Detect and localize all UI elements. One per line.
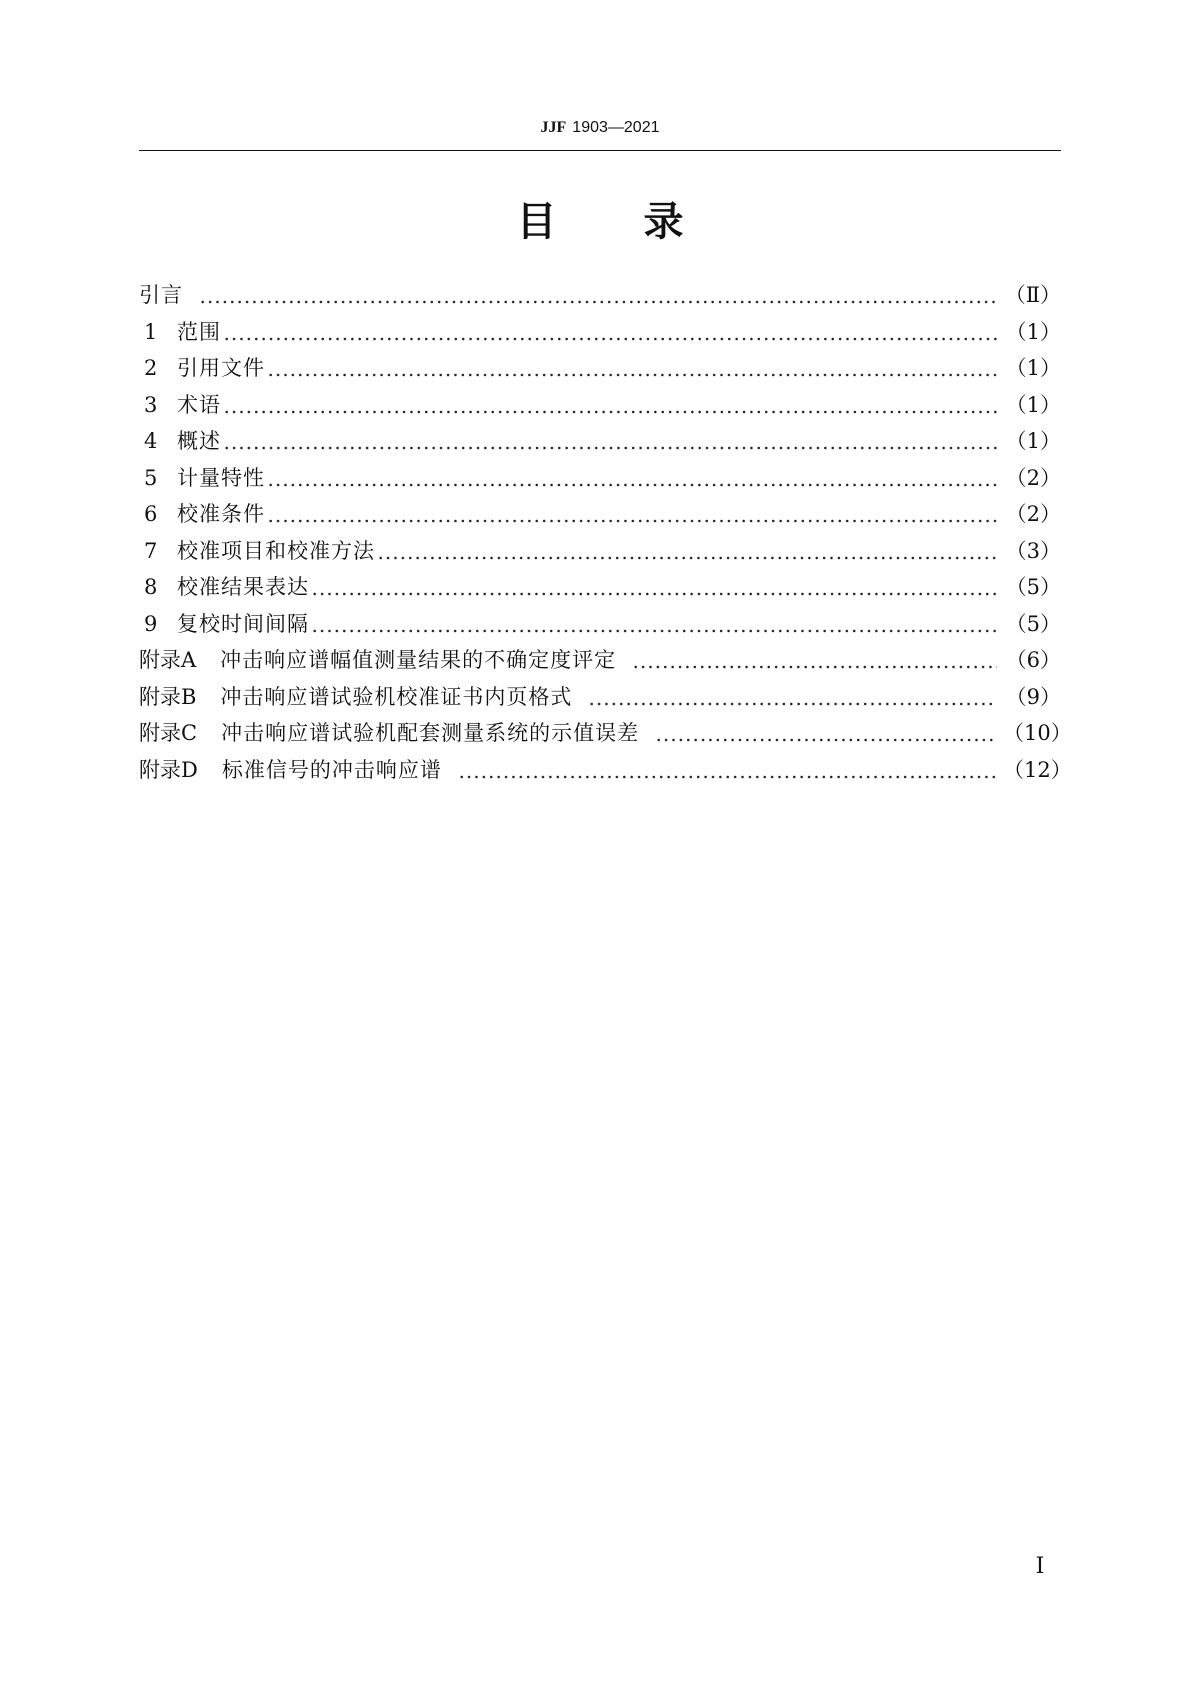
toc-entry-page: （6） [1005,648,1061,672]
toc-entry-number: 1 [144,319,158,344]
dot-leader [267,350,997,387]
document-code-header [139,118,1061,138]
toc-entry[interactable] [139,387,1061,424]
toc-entry-title: 冲击响应谱幅值测量结果的不确定度评定 [220,648,617,672]
toc-entry[interactable] [139,752,1072,789]
toc-entry-page: （1） [1005,392,1061,417]
toc-entry[interactable] [139,496,1061,533]
toc-entry-number: 附录B [139,684,197,709]
toc-entry-number: 附录A [139,648,197,672]
toc-entry[interactable] [139,606,1061,643]
toc-entry-page: （12） [1003,757,1072,782]
toc-entry[interactable] [139,460,1061,497]
toc-entry-number: 6 [144,502,158,526]
toc-entry-title: 术语 [177,392,221,417]
dot-leader [458,752,997,789]
toc-entry-title: 范围 [177,319,221,344]
toc-entry-page: （Ⅱ） [1004,283,1061,307]
toc-entry[interactable] [139,533,1061,570]
toc-entry-page: （5） [1005,575,1061,599]
toc-entry-page: （10） [1003,721,1072,745]
dot-leader [377,533,997,570]
dot-leader [632,642,997,679]
toc-entry-number: 3 [144,392,158,417]
toc-entry-number: 8 [144,575,158,599]
toc-entry-number: 5 [144,465,158,490]
toc-entry-page: （1） [1005,356,1061,380]
document-code-prefix: JJF [540,119,567,136]
toc-entry-title: 引用文件 [177,356,265,380]
toc-entry[interactable] [139,679,1061,716]
dot-leader [223,314,997,351]
toc-entry-title: 校准项目和校准方法 [177,538,375,563]
toc-entry-title: 计量特性 [177,465,265,490]
toc-entry-number: 7 [144,538,158,563]
toc-entry-number: 附录D [139,757,198,782]
dot-leader [311,606,997,643]
dot-leader [267,496,997,533]
toc-entry-title: 校准结果表达 [177,575,309,599]
document-code-number: 1903—2021 [572,119,660,136]
toc-entry-number: 2 [144,356,158,380]
page-number: Ⅰ [1035,1554,1045,1579]
toc-entry-number: 9 [144,611,158,636]
header-divider [139,150,1061,151]
toc-entry-number: 附录C [139,721,198,745]
toc-entry-page: （9） [1005,684,1061,709]
dot-leader [588,679,997,716]
toc-entry-page: （2） [1005,465,1061,490]
toc-entry[interactable] [139,715,1072,752]
toc-entry[interactable] [139,314,1061,351]
toc-entry-title: 校准条件 [177,502,265,526]
toc-entry-title: 冲击响应谱试验机校准证书内页格式 [220,684,573,709]
toc-entry-title: 概述 [177,429,221,453]
toc-entry-page: （1） [1005,319,1061,344]
dot-leader [223,387,997,424]
toc-entry[interactable] [139,423,1061,460]
toc-entry[interactable] [139,569,1061,606]
toc-entry-page: （3） [1005,538,1061,563]
toc-entry-number: 4 [144,429,158,453]
toc-entry[interactable] [139,642,1061,679]
dot-leader [267,460,997,497]
table-of-contents [139,277,1072,788]
toc-entry-title: 复校时间间隔 [177,611,309,636]
toc-entry-title: 冲击响应谱试验机配套测量系统的示值误差 [221,721,640,745]
dot-leader [199,277,997,314]
toc-entry[interactable] [139,277,1061,314]
toc-entry-title: 标准信号的冲击响应谱 [221,757,442,782]
toc-entry-title: 引言 [139,283,183,307]
toc-entry-page: （1） [1005,429,1061,453]
dot-leader [655,715,997,752]
toc-entry-page: （5） [1005,611,1061,636]
toc-entry-page: （2） [1005,502,1061,526]
dot-leader [223,423,997,460]
page-title: 目录 [516,199,771,245]
toc-entry[interactable] [139,350,1061,387]
dot-leader [311,569,997,606]
